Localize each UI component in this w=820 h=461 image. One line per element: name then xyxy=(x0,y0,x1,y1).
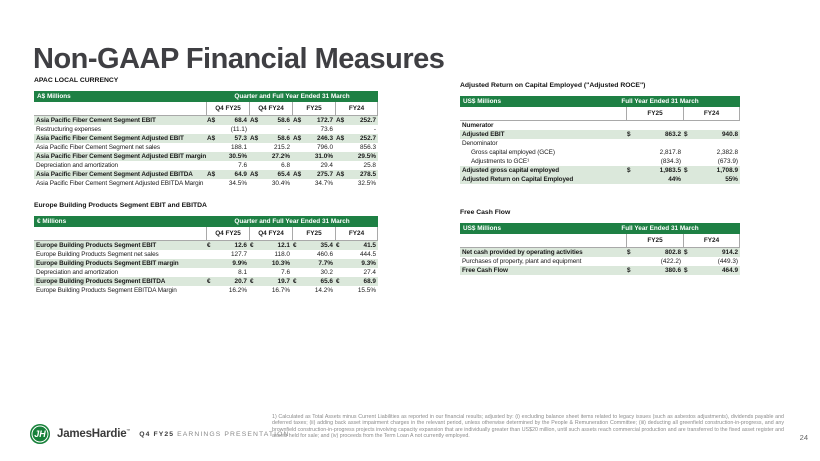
page-number: 24 xyxy=(799,433,808,442)
cell-value: 7.7% xyxy=(318,260,333,267)
europe-table xyxy=(34,216,378,295)
table-period-label: Full Year Ended 31 March xyxy=(621,225,699,232)
table-row xyxy=(460,148,740,157)
table-row xyxy=(460,248,740,257)
footnote-text: 1) Calculated as Total Assets minus Current Liabilities as reported in our financial results; adjusted by: (i) excluding balance sheet items related to legacy issues (such as asbestos adjustments), dividends payable and deferred taxes; (ii) adding back asset impairment charges in the relevant period, unless otherwise determined by the People & Remuneration Committee; (iii) deducting all greenfield construction-in-progress, and any brownfield construction-in-progress projects involving capacity expansion that are individually greater than US$20 million, until such assets reach commercial production and are transferred to the fixed asset register and assets held for sale; and (iv) proceeds from the Term Loan A not currently employed. xyxy=(272,414,784,439)
column-header: FY24 xyxy=(335,102,378,115)
cell-value: 30.5% xyxy=(228,153,247,160)
cell-value: 278.5 xyxy=(360,171,376,178)
table-row xyxy=(460,257,740,266)
currency-symbol: € xyxy=(250,242,254,249)
table-row xyxy=(34,250,378,259)
cell-value: 29.5% xyxy=(357,153,376,160)
europe-section-label: Europe Building Products Segment EBIT and EBITDA xyxy=(34,202,207,209)
apac-table xyxy=(34,91,378,188)
row-label: Adjusted Return on Capital Employed xyxy=(462,176,574,183)
currency-symbol: A$ xyxy=(336,117,345,124)
cell-value: 68.4 xyxy=(234,117,247,124)
column-header: FY25 xyxy=(292,227,335,240)
row-label: Asia Pacific Fiber Cement Segment Adjusted EBITDA Margin xyxy=(36,180,204,187)
cell-value: 19.7 xyxy=(277,278,290,285)
table-row xyxy=(460,121,740,130)
cell-value: 68.9 xyxy=(363,278,376,285)
currency-symbol: $ xyxy=(684,267,688,274)
cell-value: 65.4 xyxy=(277,171,290,178)
currency-symbol: A$ xyxy=(293,135,302,142)
cell-value: 188.1 xyxy=(231,144,247,151)
table-row xyxy=(34,268,378,277)
currency-symbol: € xyxy=(336,278,340,285)
column-header: FY25 xyxy=(626,107,683,120)
table-row xyxy=(34,170,378,179)
row-label: Depreciation and amortization xyxy=(36,269,119,276)
table-row xyxy=(34,152,378,161)
cell-value: 16.7% xyxy=(271,287,290,294)
table-row xyxy=(460,130,740,139)
cell-value: 9.9% xyxy=(232,260,247,267)
row-label: Restructuring expenses xyxy=(36,126,101,133)
row-label: Net cash provided by operating activities xyxy=(462,249,583,256)
cell-value: 275.7 xyxy=(317,171,333,178)
column-header: FY24 xyxy=(683,107,740,120)
table-row xyxy=(34,161,378,170)
currency-symbol: A$ xyxy=(207,135,216,142)
cell-value: 802.8 xyxy=(665,249,681,256)
table-column-headers xyxy=(460,107,740,121)
currency-symbol: A$ xyxy=(207,117,216,124)
cell-value: 25.8 xyxy=(363,162,376,169)
cell-value: 27.2% xyxy=(271,153,290,160)
column-header: Q4 FY25 xyxy=(206,102,249,115)
cell-value: 380.6 xyxy=(665,267,681,274)
fcf-section-label: Free Cash Flow xyxy=(460,209,511,216)
cell-value: 32.5% xyxy=(357,180,376,187)
column-header: Q4 FY24 xyxy=(249,102,292,115)
footer xyxy=(30,423,289,445)
table-column-headers xyxy=(34,227,378,241)
james-hardie-logo-icon: JH xyxy=(30,424,50,444)
cell-value: 31.0% xyxy=(314,153,333,160)
row-label: Asia Pacific Fiber Cement Segment net sales xyxy=(36,144,160,151)
row-label: Asia Pacific Fiber Cement Segment EBIT xyxy=(36,117,156,124)
table-unit-label: A$ Millions xyxy=(37,93,71,100)
column-header: FY25 xyxy=(626,234,683,247)
row-label: Adjusted gross capital employed xyxy=(462,167,560,174)
cell-value: 64.9 xyxy=(234,171,247,178)
row-label: Europe Building Products Segment EBITDA xyxy=(36,278,166,285)
brand-name xyxy=(57,428,130,440)
row-label: Numerator xyxy=(462,122,494,129)
column-header: Q4 FY24 xyxy=(249,227,292,240)
cell-value: 27.4 xyxy=(363,269,376,276)
table-unit-label: € Millions xyxy=(37,218,67,225)
currency-symbol: $ xyxy=(627,131,631,138)
cell-value: 172.7 xyxy=(317,117,333,124)
table-row xyxy=(34,134,378,143)
cell-value: 65.6 xyxy=(320,278,333,285)
row-label: Europe Building Products Segment EBIT xyxy=(36,242,157,249)
cell-value: 940.8 xyxy=(722,131,738,138)
table-header-bar xyxy=(460,223,740,234)
cell-value: 58.6 xyxy=(277,135,290,142)
cell-value: 7.6 xyxy=(238,162,247,169)
table-unit-label: US$ Millions xyxy=(463,225,501,232)
fcf-table xyxy=(460,223,740,275)
row-label: Purchases of property, plant and equipment xyxy=(462,258,582,265)
roce-section-label: Adjusted Return on Capital Employed ("Adjusted ROCE") xyxy=(460,82,646,89)
cell-value: 29.4 xyxy=(320,162,333,169)
currency-symbol: A$ xyxy=(207,171,216,178)
cell-value: 127.7 xyxy=(231,251,247,258)
apac-section-label: APAC LOCAL CURRENCY xyxy=(34,77,119,84)
cell-value: 856.3 xyxy=(360,144,376,151)
roce-table xyxy=(460,96,740,184)
currency-symbol: A$ xyxy=(250,117,259,124)
currency-symbol: A$ xyxy=(336,171,345,178)
table-row xyxy=(460,139,740,148)
cell-value: 30.4% xyxy=(271,180,290,187)
column-header: Q4 FY25 xyxy=(206,227,249,240)
row-label: Free Cash Flow xyxy=(462,267,508,274)
table-row xyxy=(34,259,378,268)
row-label: Denominator xyxy=(462,140,498,147)
cell-value: 252.7 xyxy=(360,135,376,142)
trademark-symbol: ™ xyxy=(126,428,131,434)
cell-value: 73.6 xyxy=(320,126,333,133)
cell-value: (11.1) xyxy=(230,126,247,133)
cell-value: 57.3 xyxy=(234,135,247,142)
column-header: FY25 xyxy=(292,102,335,115)
cell-value: 55% xyxy=(725,176,738,183)
cell-value: 464.9 xyxy=(722,267,738,274)
row-label: Asia Pacific Fiber Cement Segment Adjusted EBIT xyxy=(36,135,184,142)
cell-value: 30.2 xyxy=(320,269,333,276)
table-period-label: Full Year Ended 31 March xyxy=(621,98,699,105)
cell-value: 8.1 xyxy=(238,269,247,276)
currency-symbol: € xyxy=(207,242,211,249)
currency-symbol: € xyxy=(293,278,297,285)
cell-value: 10.3% xyxy=(271,260,290,267)
table-row xyxy=(460,266,740,275)
cell-value: 2,382.8 xyxy=(716,149,738,156)
cell-value: 20.7 xyxy=(234,278,247,285)
currency-symbol: A$ xyxy=(250,135,259,142)
cell-value: 118.0 xyxy=(274,251,290,258)
cell-value: 796.0 xyxy=(317,144,333,151)
cell-value: 58.6 xyxy=(277,117,290,124)
presentation-title: EARNINGS PRESENTATION xyxy=(177,430,290,438)
column-header: FY24 xyxy=(683,234,740,247)
column-header: FY24 xyxy=(335,227,378,240)
currency-symbol: € xyxy=(207,278,211,285)
cell-value: 12.6 xyxy=(234,242,247,249)
cell-value: 914.2 xyxy=(722,249,738,256)
table-period-label: Quarter and Full Year Ended 31 March xyxy=(234,93,350,100)
currency-symbol: A$ xyxy=(293,117,302,124)
table-period-label: Quarter and Full Year Ended 31 March xyxy=(234,218,350,225)
cell-value: 2,817.8 xyxy=(659,149,681,156)
cell-value: - xyxy=(373,126,376,133)
table-row xyxy=(34,143,378,152)
cell-value: 44% xyxy=(668,176,681,183)
table-row xyxy=(34,286,378,295)
cell-value: 7.6 xyxy=(281,269,290,276)
cell-value: 12.1 xyxy=(277,242,290,249)
row-label: Europe Building Products Segment EBITDA Margin xyxy=(36,287,177,294)
row-label: Gross capital employed (GCE) xyxy=(471,149,555,156)
row-label: Europe Building Products Segment EBIT margin xyxy=(36,260,179,267)
cell-value: 863.2 xyxy=(665,131,681,138)
cell-value: 14.2% xyxy=(314,287,333,294)
table-header-bar xyxy=(34,91,378,102)
cell-value: (834.3) xyxy=(660,158,681,165)
currency-symbol: A$ xyxy=(250,171,259,178)
currency-symbol: $ xyxy=(627,167,631,174)
cell-value: 16.2% xyxy=(228,287,247,294)
table-column-headers xyxy=(34,102,378,116)
currency-symbol: $ xyxy=(684,249,688,256)
cell-value: (422.2) xyxy=(660,258,681,265)
table-header-bar xyxy=(34,216,378,227)
cell-value: 460.6 xyxy=(317,251,333,258)
page-title: Non-GAAP Financial Measures xyxy=(33,43,445,76)
cell-value: 444.5 xyxy=(360,251,376,258)
table-unit-label: US$ Millions xyxy=(463,98,501,105)
currency-symbol: € xyxy=(336,242,340,249)
cell-value: (449.3) xyxy=(717,258,738,265)
row-label: Asia Pacific Fiber Cement Segment Adjusted EBITDA xyxy=(36,171,193,178)
currency-symbol: $ xyxy=(684,131,688,138)
row-label: Adjustments to GCE¹ xyxy=(471,158,530,165)
cell-value: 1,983.5 xyxy=(659,167,681,174)
table-row xyxy=(34,116,378,125)
cell-value: 34.7% xyxy=(314,180,333,187)
table-row xyxy=(34,277,378,286)
cell-value: 215.2 xyxy=(274,144,290,151)
cell-value: 9.3% xyxy=(361,260,376,267)
table-row xyxy=(34,241,378,250)
row-label: Europe Building Products Segment net sales xyxy=(36,251,159,258)
cell-value: 34.5% xyxy=(228,180,247,187)
table-row xyxy=(34,179,378,188)
currency-symbol: A$ xyxy=(336,135,345,142)
currency-symbol: € xyxy=(293,242,297,249)
currency-symbol: $ xyxy=(627,267,631,274)
currency-symbol: A$ xyxy=(293,171,302,178)
table-row xyxy=(460,157,740,166)
cell-value: 35.4 xyxy=(320,242,333,249)
table-row xyxy=(460,166,740,175)
cell-value: 6.8 xyxy=(281,162,290,169)
table-header-bar xyxy=(460,96,740,107)
table-row xyxy=(460,175,740,184)
currency-symbol: $ xyxy=(627,249,631,256)
currency-symbol: € xyxy=(250,278,254,285)
brand-text: JamesHardie xyxy=(57,428,127,440)
cell-value: 252.7 xyxy=(360,117,376,124)
presentation-quarter: Q4 FY25 xyxy=(139,430,175,438)
table-row xyxy=(34,125,378,134)
row-label: Adjusted EBIT xyxy=(462,131,505,138)
cell-value: 41.5 xyxy=(363,242,376,249)
cell-value: 15.5% xyxy=(357,287,376,294)
cell-value: - xyxy=(287,126,290,133)
currency-symbol: $ xyxy=(684,167,688,174)
table-column-headers xyxy=(460,234,740,248)
row-label: Depreciation and amortization xyxy=(36,162,119,169)
cell-value: (673.9) xyxy=(717,158,738,165)
cell-value: 246.3 xyxy=(317,135,333,142)
presentation-label xyxy=(139,431,289,438)
cell-value: 1,708.9 xyxy=(716,167,738,174)
row-label: Asia Pacific Fiber Cement Segment Adjusted EBIT margin xyxy=(36,153,206,160)
